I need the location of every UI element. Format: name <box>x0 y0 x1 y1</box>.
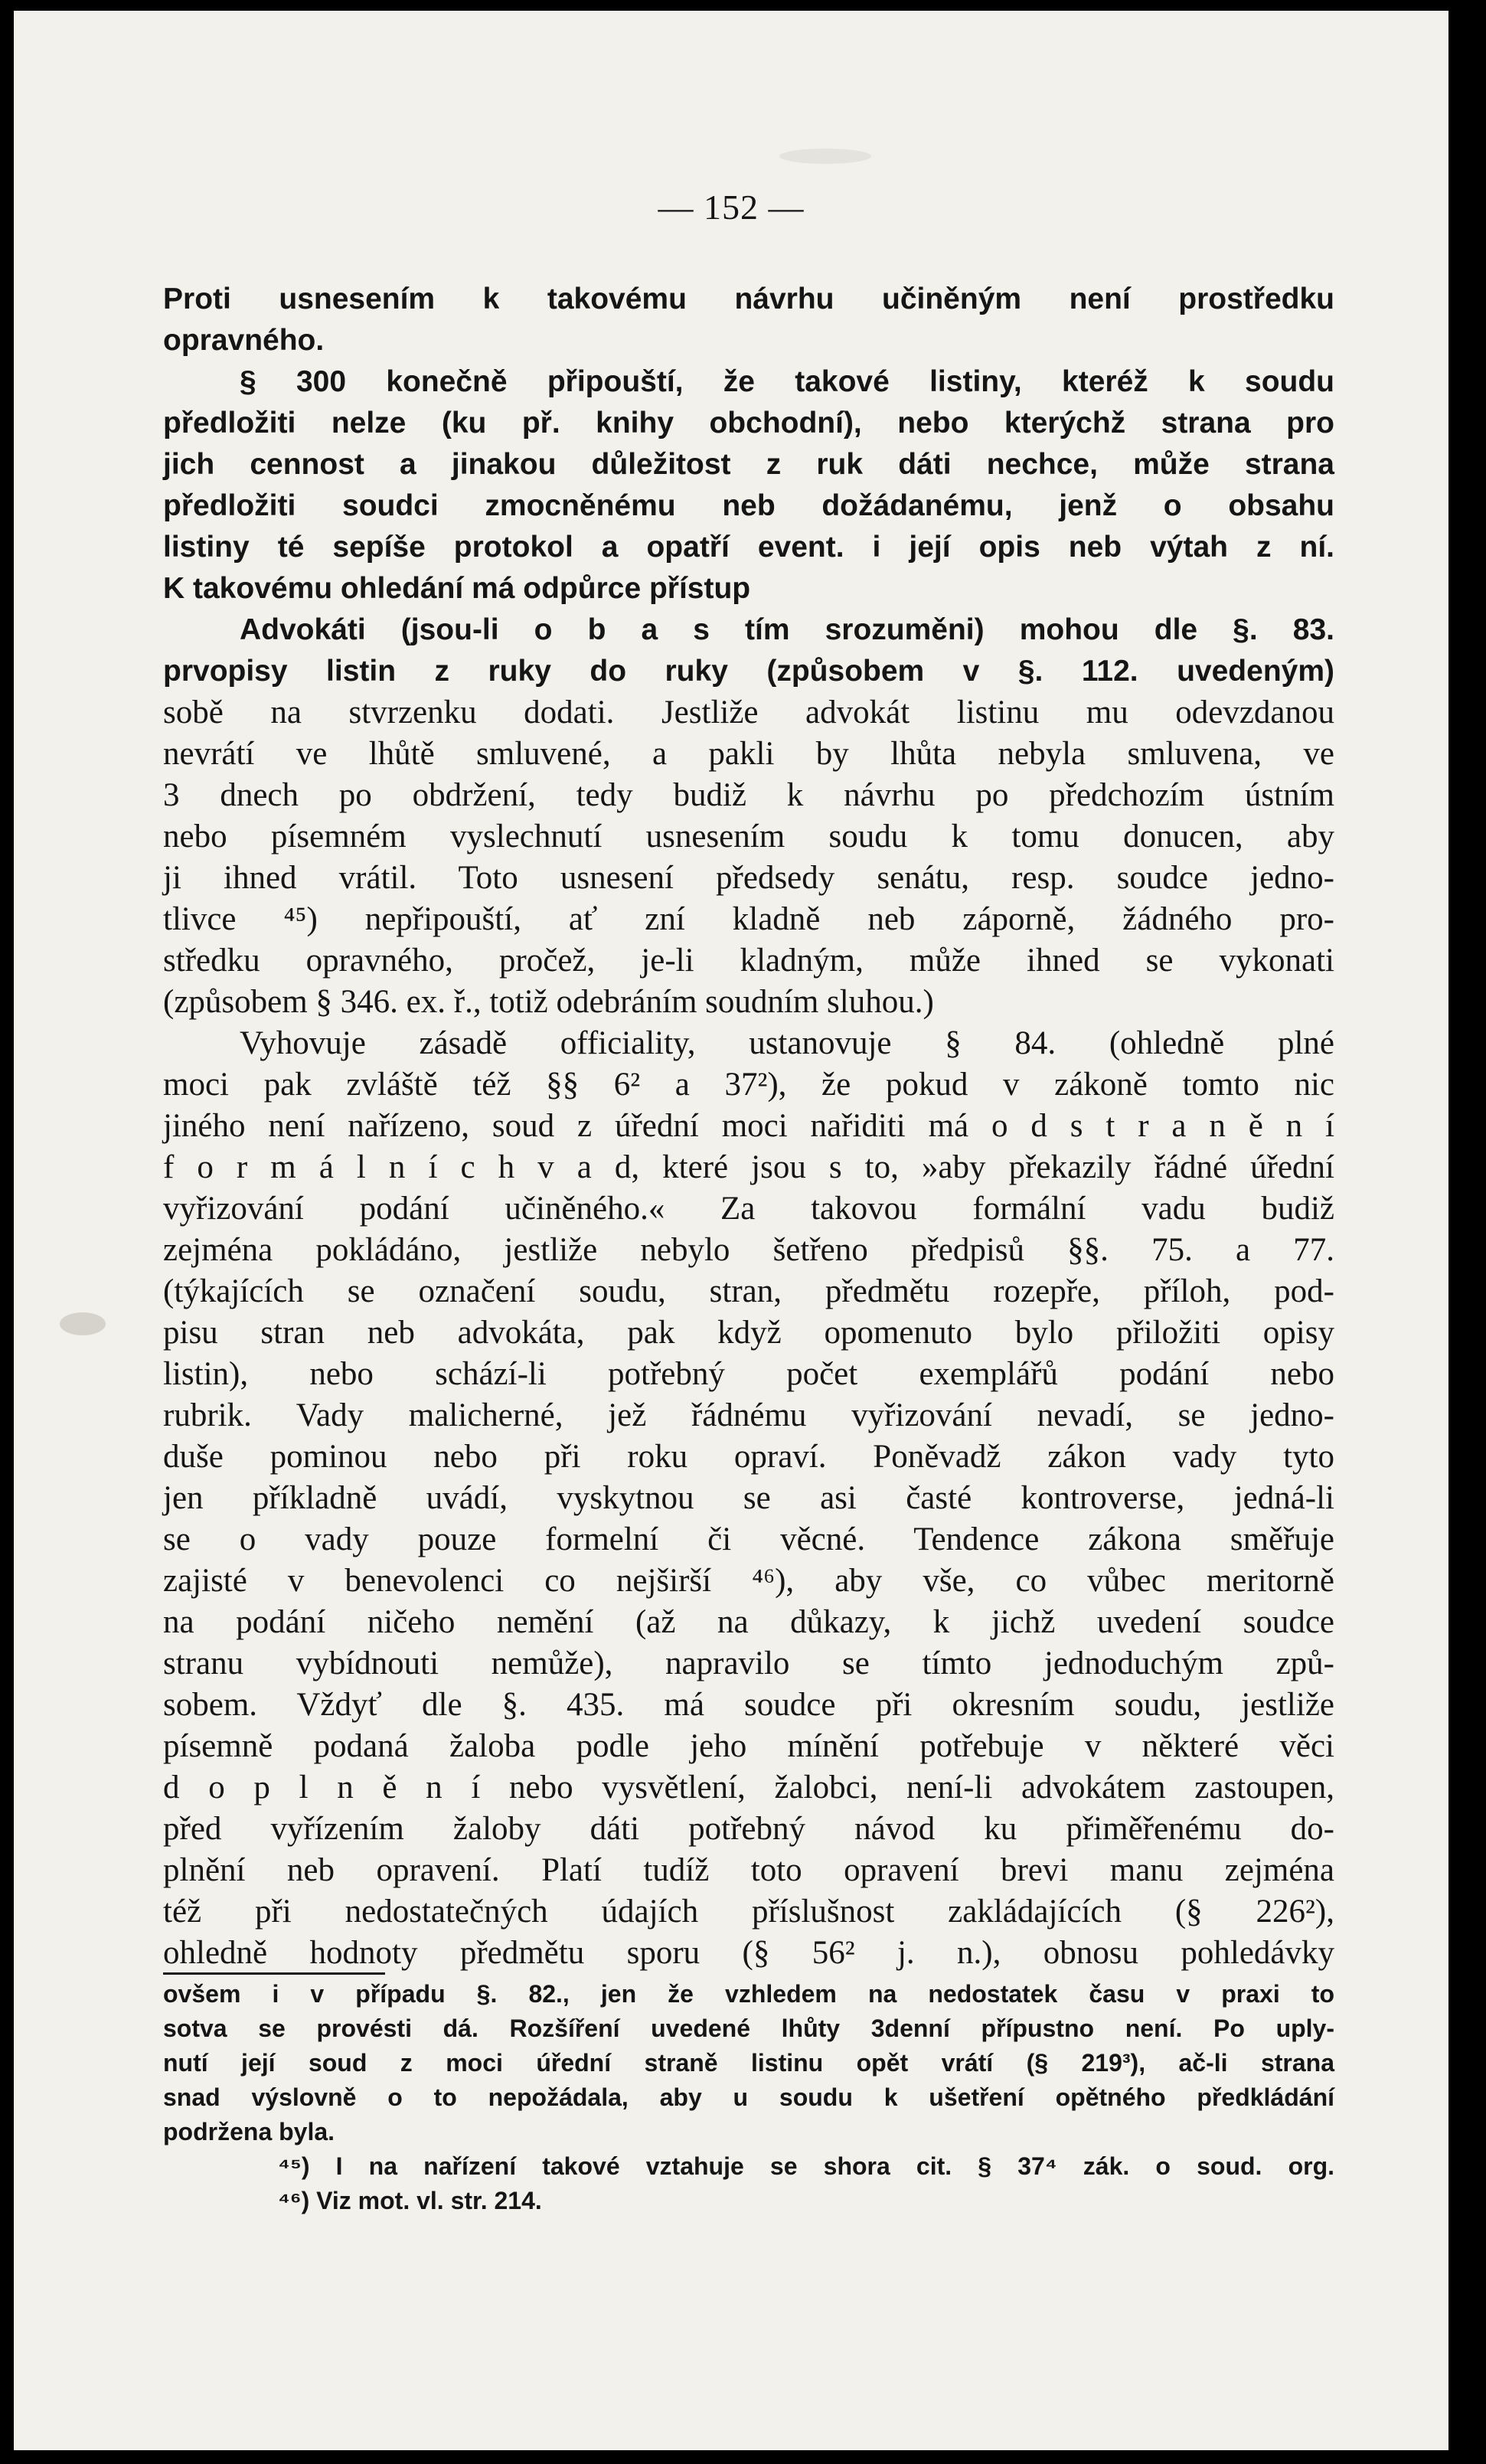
text-line: Proti usnesením k takovému návrhu učiněným není prostředku <box>163 283 1334 315</box>
text-line: se o vady pouze formelní či věcné. Tendence zákona směřuje <box>163 1521 1334 1557</box>
text-line: d o p l n ě n í nebo vysvětlení, žalobci, není-li advokátem zastoupen, <box>163 1770 1334 1806</box>
text-line: (způsobem § 346. ex. ř., totiž odebráním soudním sluhou.) <box>163 984 934 1020</box>
footnote-line: ovšem i v případu §. 82., jen že vzhledem na nedostatek času v praxi to <box>163 1980 1334 2008</box>
text-line: ji ihned vrátil. Toto usnesení předsedy senátu, resp. soudce jedno- <box>163 860 1334 896</box>
footnote-divider <box>163 1972 385 1975</box>
book-page <box>14 11 1448 2450</box>
text-line: stranu vybídnouti nemůže), napravilo se tímto jednoduchým způ- <box>163 1645 1334 1681</box>
text-line: pisu stran neb advokáta, pak když opomenuto bylo přiložiti opisy <box>163 1315 1334 1351</box>
text-line: vyřizování podání učiněného.« Za takovou formální vadu budiž <box>163 1191 1334 1227</box>
text-line: opravného. <box>163 324 325 357</box>
text-line: jiného není nařízeno, soud z úřední moci nařiditi má o d s t r a n ě n í <box>163 1108 1334 1144</box>
footnote-line: ⁴⁶) Viz mot. vl. str. 214. <box>278 2187 542 2214</box>
text-line: prvopisy listin z ruky do ruky (způsobem v §. 112. uvedeným) <box>163 655 1334 688</box>
text-line: K takovému ohledání má odpůrce přístup <box>163 572 751 605</box>
footnote-line: nutí její soud z moci úřední straně listinu opět vrátí (§ 219³), ač-li strana <box>163 2049 1334 2077</box>
footnote-line: ⁴⁵) I na nařízení takové vztahuje se shora cit. § 37⁴ zák. o soud. org. <box>278 2152 1334 2180</box>
text-line: moci pak zvláště též §§ 6² a 37²), že pokud v zákoně tomto nic <box>163 1067 1334 1103</box>
text-line: předložiti nelze (ku př. knihy obchodní), nebo kterýchž strana pro <box>163 407 1334 440</box>
footnotes <box>163 1977 1334 2218</box>
text-line: listiny té sepíše protokol a opatří event. i její opis neb výtah z ní. <box>163 531 1334 564</box>
text-line: zajisté v benevolenci co nejširší ⁴⁶), aby vše, co vůbec meritorně <box>163 1563 1334 1599</box>
text-line: rubrik. Vady malicherné, jež řádnému vyřizování nevadí, se jedno- <box>163 1397 1334 1433</box>
text-line: f o r m á l n í c h v a d, které jsou s to, »aby překazily řádné úřední <box>163 1149 1334 1185</box>
footnote-line: sotva se provésti dá. Rozšíření uvedené lhůty 3denní přípustno není. Po uply- <box>163 2015 1334 2042</box>
text-line: Advokáti (jsou-li o b a s tím srozuměni) mohou dle §. 83. <box>240 613 1334 646</box>
text-line: 3 dnech po obdržení, tedy budiž k návrhu po předchozím ústním <box>163 777 1334 813</box>
footnote-line: snad výslovně o to nepožádala, aby u soudu k ušetření opětného předkládání <box>163 2083 1334 2111</box>
text-line: též při nedostatečných údajích příslušnost zakládajících (§ 226²), <box>163 1894 1334 1930</box>
text-line: sobě na stvrzenku dodati. Jestliže advokát listinu mu odevzdanou <box>163 694 1334 730</box>
text-line: před vyřízením žaloby dáti potřebný návod ku přiměřenému do- <box>163 1811 1334 1847</box>
text-line: Vyhovuje zásadě officiality, ustanovuje § 84. (ohledně plné <box>240 1025 1334 1061</box>
text-line: jich cennost a jinakou důležitost z ruk dáti nechce, může strana <box>163 448 1334 481</box>
text-line: zejména pokládáno, jestliže nebylo šetřeno předpisů §§. 75. a 77. <box>163 1232 1334 1268</box>
paper-speck <box>779 149 871 164</box>
text-line: středku opravného, pročež, je-li kladným, může ihned se vykonati <box>163 943 1334 979</box>
text-line: nevrátí ve lhůtě smluvené, a pakli by lhůta nebyla smluvena, ve <box>163 736 1334 772</box>
footnote-line: podržena byla. <box>163 2118 335 2145</box>
text-line: tlivce ⁴⁵) nepřipouští, ať zní kladně neb záporně, žádného pro- <box>163 901 1334 937</box>
text-line: nebo písemném vyslechnutí usnesením soudu k tomu donucen, aby <box>163 819 1334 855</box>
text-line: plnění neb opravení. Platí tudíž toto opravení brevi manu zejména <box>163 1852 1334 1888</box>
text-line: předložiti soudci zmocněnému neb dožádanému, jenž o obsahu <box>163 489 1334 522</box>
text-line: písemně podaná žaloba podle jeho mínění potřebuje v některé věci <box>163 1728 1334 1764</box>
text-line: duše pominou nebo při roku opraví. Poněvadž zákon vady tyto <box>163 1439 1334 1475</box>
paper-speck <box>60 1312 106 1335</box>
text-line: (týkajících se označení soudu, stran, předmětu rozepře, příloh, pod- <box>163 1273 1334 1309</box>
text-line: na podání ničeho nemění (až na důkazy, k jichž uvedení soudce <box>163 1604 1334 1640</box>
text-line: ohledně hodnoty předmětu sporu (§ 56² j. n.), obnosu pohledávky <box>163 1935 1334 1971</box>
text-line: sobem. Vždyť dle §. 435. má soudce při okresním soudu, jestliže <box>163 1687 1334 1723</box>
text-line: § 300 konečně připouští, že takové listiny, kteréž k soudu <box>240 365 1334 398</box>
text-line: jen příkladně uvádí, vyskytnou se asi časté kontroverse, jedná-li <box>163 1480 1334 1516</box>
body-text <box>163 279 1334 1974</box>
text-line: listin), nebo schází-li potřebný počet exemplářů podání nebo <box>163 1356 1334 1392</box>
page-number: — 152 — <box>658 188 805 227</box>
